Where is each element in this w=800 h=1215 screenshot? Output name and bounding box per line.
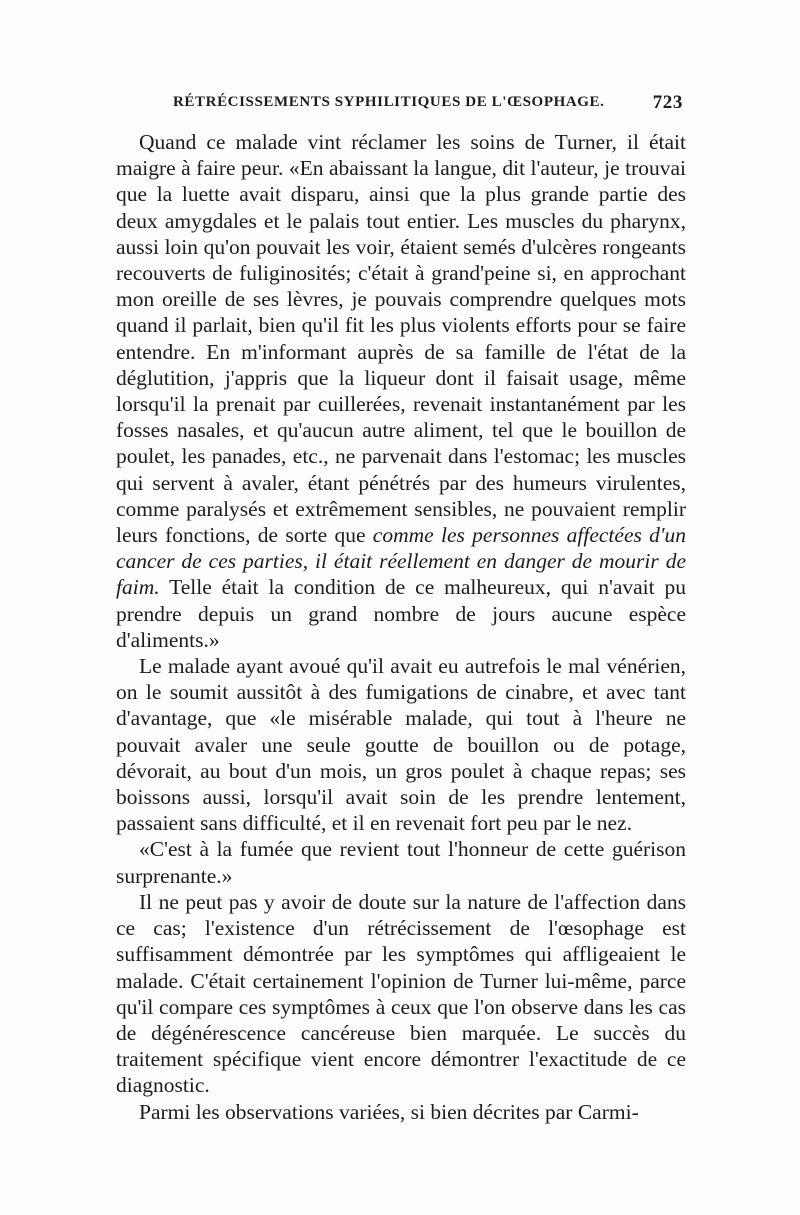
paragraph-1 [116,129,686,653]
paragraph-3: «C'est à la fumée que revient tout l'honneur de cette guérison surprenante.» [116,837,686,888]
paragraph-5: Parmi les observations variées, si bien décrites par Carmi- [139,1099,639,1124]
paragraph-1-end: Telle était la condition de ce malheureux, qui n'avait pu prendre depuis un grand nombre de jours aucune espèce d'aliments.» [116,575,686,652]
body-text [116,129,686,1125]
paragraph-4: Il ne peut pas y avoir de doute sur la nature de l'affection dans ce cas; l'existence d'un rétrécissement de l'œsophage est suffisamment démontrée par les symptômes qui affligeaient le malade. C'était certainement l'opinion de Turner lui-même, parce qu'il compare ces symptômes à ceux que l'on observe dans les cas de dégénérescence cancéreuse bien marquée. Le succès du traitement spécifique vient encore démontrer l'exactitude de ce diagnostic. [116,889,686,1098]
running-head [173,92,683,118]
paragraph-1-start: Quand ce malade vint réclamer les soins de Turner, il était maigre à faire peur. «En abaissant la langue, dit l'auteur, je trouvai que la luette avait disparu, ainsi que la plus grande partie des deux amygdales et le palais tout entier. Les muscles du pharynx, aussi loin qu'on pouvait les voir, étaient semés d'ulcères rongeants recouverts de fuliginosités; c'était à grand'peine si, en approchant mon oreille de ses lèvres, je pouvais comprendre quelques mots quand il parlait, bien qu'il fit les plus violents efforts pour se faire entendre. En m'informant auprès de sa famille de l'état de la déglutition, j'appris que la liqueur dont il faisait usage, même lorsqu'il la prenait par cuillerées, revenait instantanément par les fosses nasales, et qu'aucun autre aliment, tel que le bouillon de poulet, les panades, etc., ne parvenait dans l'estomac; les muscles qui servent à avaler, étant pénétrés par des humeurs virulentes, comme paralysés et extrêmement sensibles, ne pouvaient remplir leurs fonctions, de sorte que [116,130,686,548]
page-number: 723 [652,92,683,113]
running-title: RÉTRÉCISSEMENTS SYPHILITIQUES DE L'ŒSOPHAGE. [173,94,605,110]
paragraph-1-italic-quote: comme les personnes affectées d'un cancer de ces parties, il était réellement en danger de mourir de faim. [116,523,686,600]
paragraph-2: Le malade ayant avoué qu'il avait eu autrefois le mal vénérien, on le soumit aussitôt à des fumigations de cinabre, et avec tant d'avantage, que «le misérable malade, qui tout à l'heure ne pouvait avaler une seule goutte de bouillon ou de potage, dévorait, au bout d'un mois, un gros poulet à chaque repas; ses boissons aussi, lorsqu'il avait soin de les prendre lentement, passaient sans difficulté, et il en revenait fort peu par le nez. [116,654,686,836]
